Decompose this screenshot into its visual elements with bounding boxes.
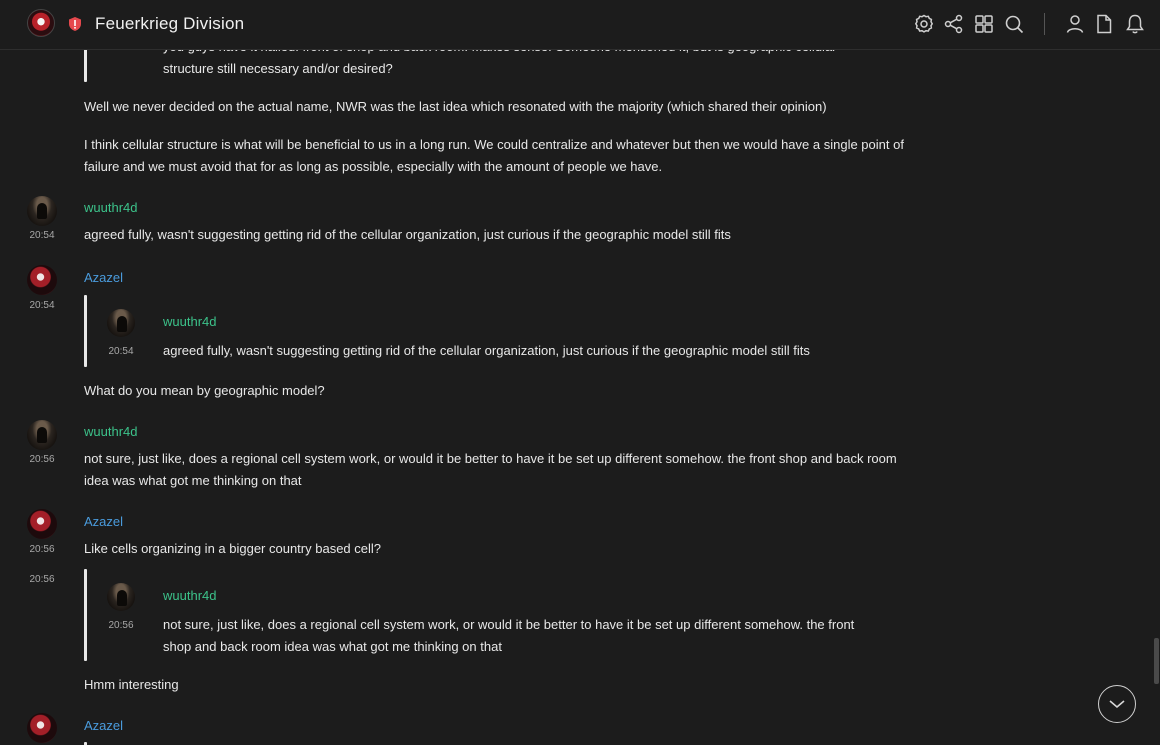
reply-quote-bar — [84, 569, 87, 661]
jump-to-bottom-button[interactable] — [1098, 685, 1136, 723]
sender-name[interactable]: Azazel — [84, 270, 124, 285]
member-icon[interactable] — [1064, 13, 1086, 35]
sender-name[interactable]: Azazel — [84, 514, 124, 529]
avatar[interactable] — [27, 420, 57, 450]
reply-avatar[interactable] — [107, 309, 135, 337]
avatar[interactable] — [27, 713, 57, 743]
reply-timestamp: 20:54 — [108, 346, 134, 357]
chevron-down-icon — [1108, 696, 1126, 712]
widgets-icon[interactable] — [973, 13, 995, 35]
message-timestamp[interactable]: 20:56 — [29, 544, 55, 555]
message-body: What do you mean by geographic model? — [84, 383, 325, 398]
scrollbar-thumb[interactable] — [1154, 638, 1159, 684]
reply-sender-name[interactable]: wuuthr4d — [163, 314, 217, 329]
avatar[interactable] — [27, 196, 57, 226]
header-divider — [1044, 13, 1045, 35]
reply-timestamp: 20:56 — [108, 620, 134, 631]
message-line: idea was what got me thinking on that — [84, 473, 302, 488]
settings-icon[interactable] — [913, 13, 935, 35]
message-timestamp[interactable]: 20:54 — [29, 230, 55, 241]
reply-sender-name[interactable]: wuuthr4d — [163, 588, 217, 603]
room-title[interactable]: Feuerkrieg Division — [95, 14, 245, 33]
sender-name[interactable]: wuuthr4d — [84, 424, 138, 439]
sender-name[interactable]: Azazel — [84, 718, 124, 733]
sender-name[interactable]: wuuthr4d — [84, 200, 138, 215]
avatar[interactable] — [27, 265, 57, 295]
search-icon[interactable] — [1003, 13, 1025, 35]
reply-avatar[interactable] — [107, 583, 135, 611]
message-body: Like cells organizing in a bigger country based cell? — [84, 541, 382, 556]
message-body — [84, 448, 984, 492]
reply-quote-text[interactable]: agreed fully, wasn't suggesting getting rid of the cellular organization, just curious if the geographic model still fits — [163, 343, 810, 358]
message-body: Hmm interesting — [84, 677, 179, 692]
reply-quote-text[interactable] — [163, 614, 923, 658]
shield-icon — [67, 16, 83, 32]
message-body — [84, 134, 984, 178]
message-line: failure and we must avoid that for as long as possible, especially with the amount of people we have. — [84, 159, 663, 174]
message-body: Well we never decided on the actual name, NWR was the last idea which resonated with the majority (which shared their opinion) — [84, 99, 827, 114]
share-icon[interactable] — [943, 13, 965, 35]
reply-quote-line: structure still necessary and/or desired? — [163, 61, 393, 76]
message-timestamp[interactable]: 20:54 — [29, 300, 55, 311]
message-body: agreed fully, wasn't suggesting getting rid of the cellular organization, just curious if the geographic model still fits — [84, 227, 731, 242]
notifications-icon[interactable] — [1124, 13, 1146, 35]
reply-quote-bar — [84, 295, 87, 367]
room-avatar[interactable] — [27, 9, 55, 37]
reply-quote-line: not sure, just like, does a regional cell system work, or would it be better to have it be set up different somehow. the front — [163, 617, 855, 632]
message-timestamp[interactable]: 20:56 — [29, 574, 55, 585]
room-header — [0, 0, 1160, 50]
files-icon[interactable] — [1093, 13, 1115, 35]
reply-quote-line: shop and back room idea was what got me thinking on that — [163, 639, 502, 654]
avatar[interactable] — [27, 509, 57, 539]
message-line: I think cellular structure is what will be beneficial to us in a long run. We could centralize and whatever but then we would have a single point of — [84, 137, 904, 152]
message-timestamp[interactable]: 20:56 — [29, 454, 55, 465]
message-line: not sure, just like, does a regional cell system work, or would it be better to have it be set up different somehow. the front shop and back room — [84, 451, 897, 466]
